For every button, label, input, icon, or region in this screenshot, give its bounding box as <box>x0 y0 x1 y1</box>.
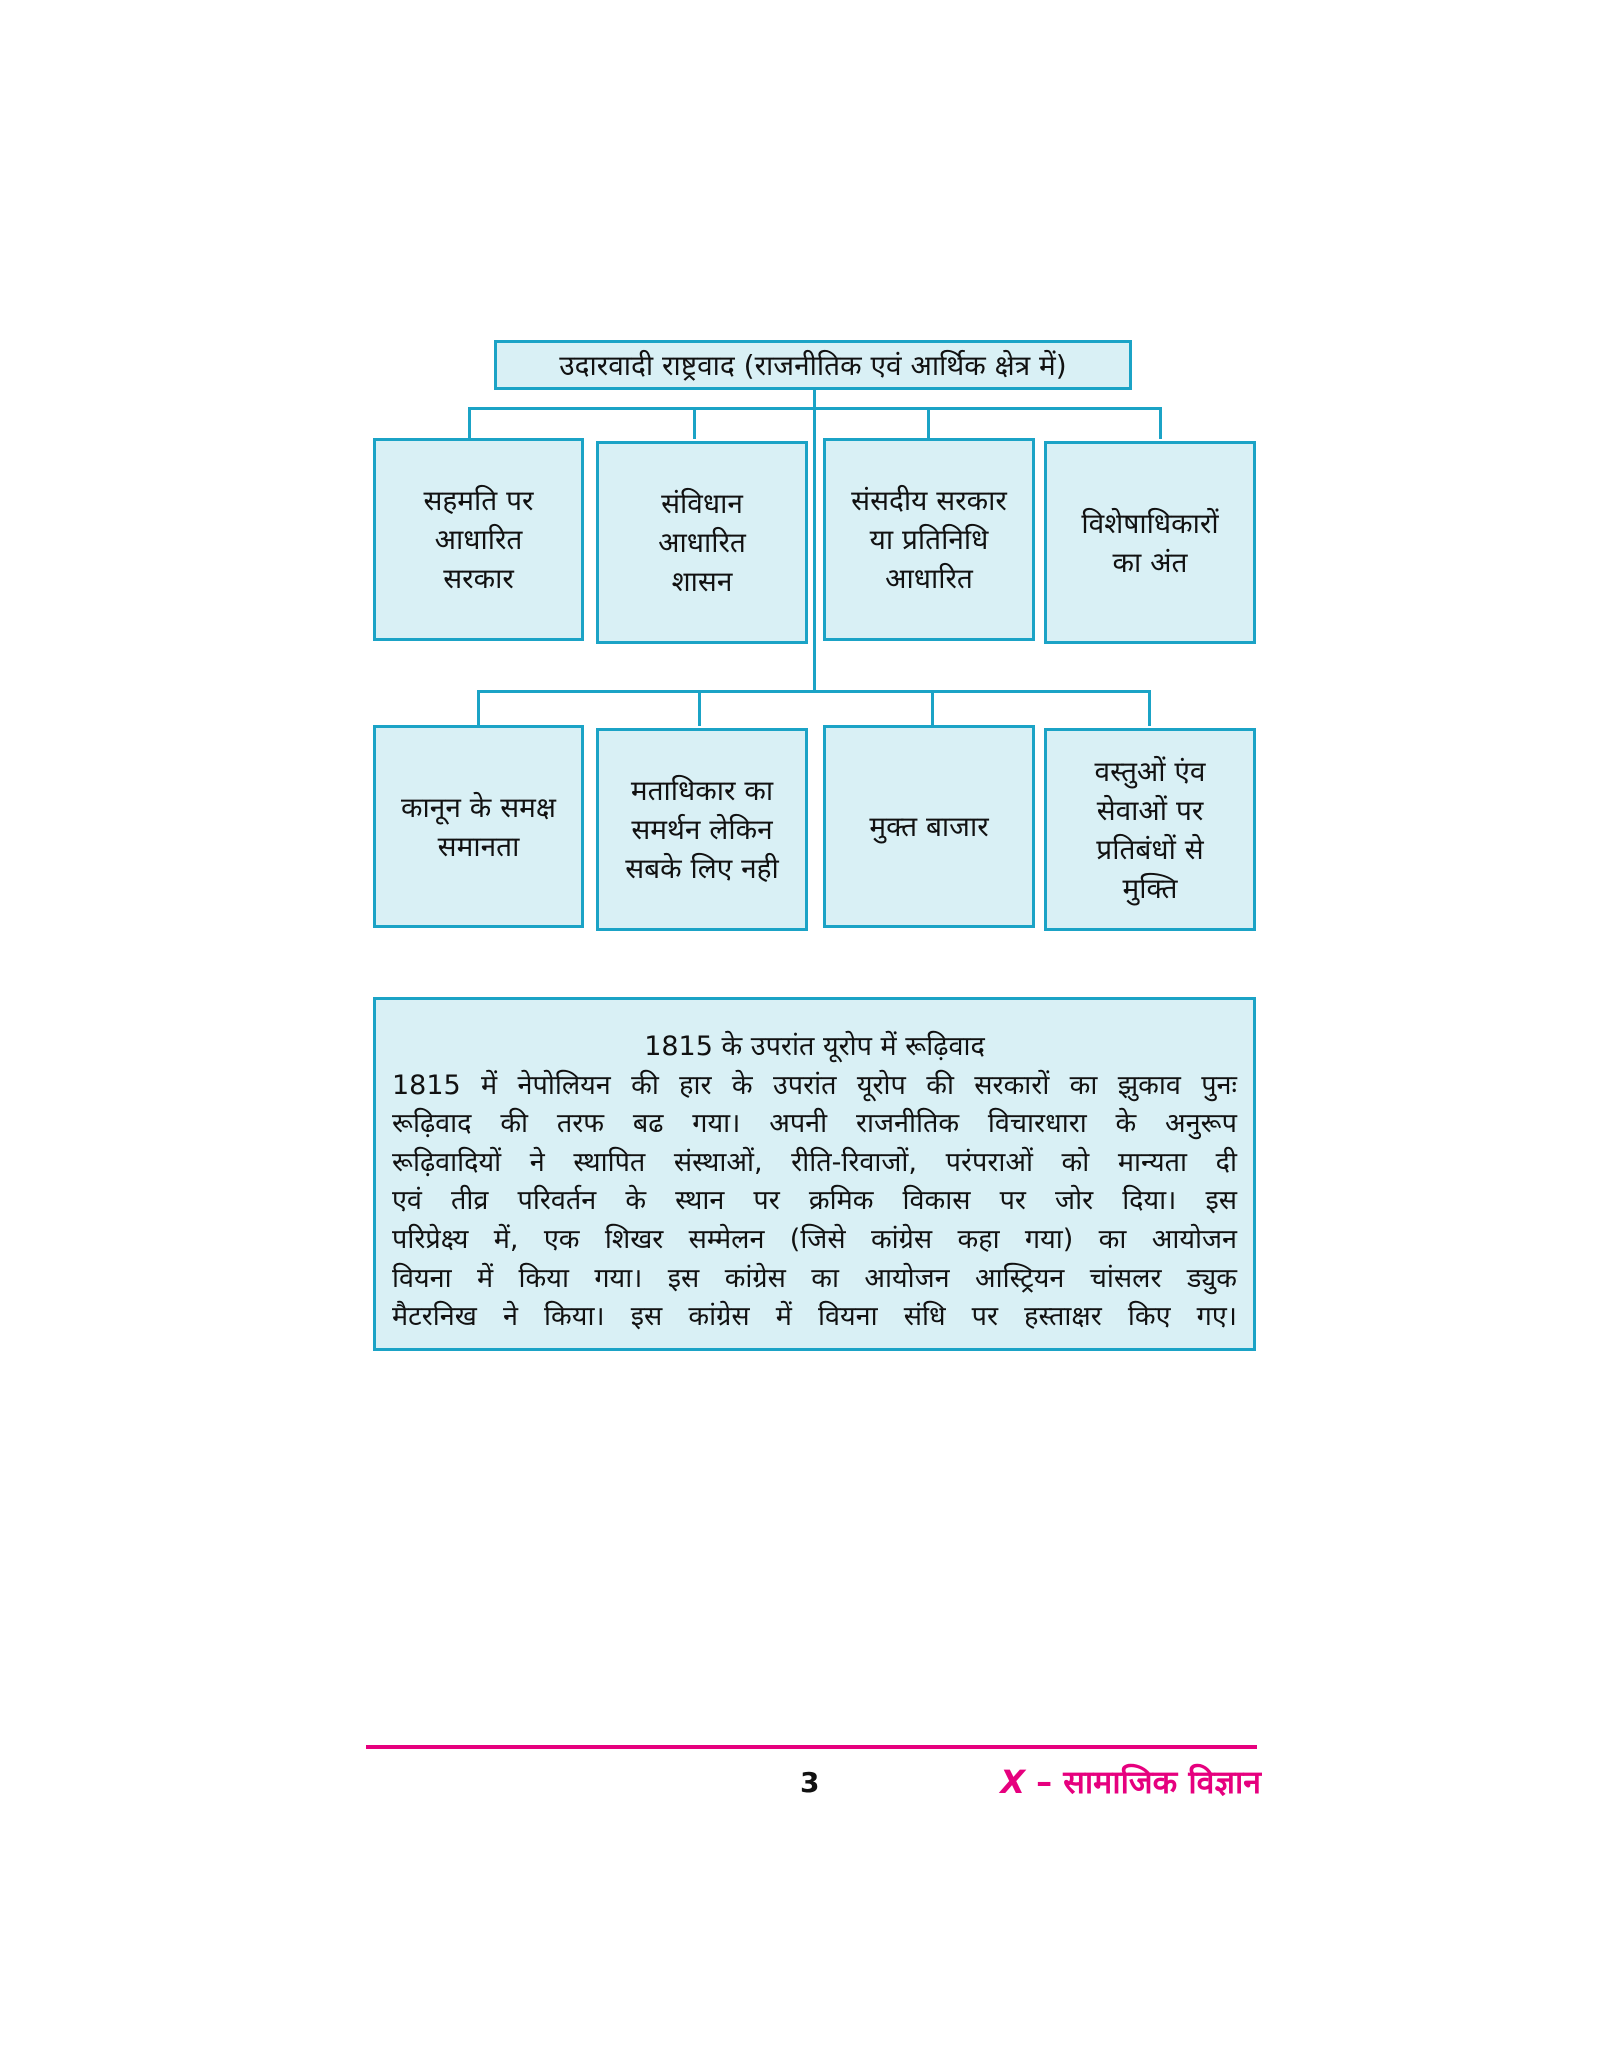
connector-row2-drop <box>698 690 701 726</box>
chart-node-label: कानून के समक्ष समानता <box>401 790 556 863</box>
chart-node-row1-1 <box>373 438 584 641</box>
footer-divider <box>366 1745 1257 1749</box>
connector-row1-drop <box>468 407 471 439</box>
info-box-line: 1815 में नेपोलियन की हार के उपरांत यूरोप की सरकारों का झुकाव पुनः <box>392 1069 1237 1101</box>
connector-row1-drop <box>1159 407 1162 439</box>
page-number: 3 <box>800 1766 820 1799</box>
chart-title-box <box>494 340 1132 390</box>
chart-node-row2-2 <box>596 728 808 931</box>
info-box-line: परिप्रेक्ष्य में, एक शिखर सम्मेलन (जिसे कांग्रेस कहा गया) का आयोजन <box>392 1223 1237 1255</box>
chart-node-label: वस्तुओं एंव सेवाओं पर प्रतिबंधों से मुक्ति <box>1094 754 1206 905</box>
chart-node-label: संसदीय सरकार या प्रतिनिधि आधारित <box>851 484 1007 595</box>
chart-node-row2-4 <box>1044 728 1256 931</box>
chart-node-row1-3 <box>823 438 1035 641</box>
connector-row2-drop <box>1148 690 1151 726</box>
subject-name: सामाजिक विज्ञान <box>1063 1763 1261 1801</box>
footer-subject <box>1000 1760 1261 1803</box>
info-box-line: वियना में किया गया। इस कांग्रेस का आयोजन आस्ट्रियन चांसलर ड्युक <box>392 1262 1237 1294</box>
chart-node-label: विशेषाधिकारों का अंत <box>1081 506 1219 579</box>
connector-row2-drop <box>477 690 480 726</box>
chart-node-row2-3 <box>823 725 1035 928</box>
chart-node-row1-4 <box>1044 441 1256 644</box>
chart-node-row1-2 <box>596 441 808 644</box>
info-box-line: रूढ़िवादियों ने स्थापित संस्थाओं, रीति-रिवाजों, परंपराओं को मान्यता दी <box>392 1146 1237 1178</box>
connector-trunk <box>813 390 816 692</box>
class-label: X <box>1000 1763 1025 1801</box>
chart-node-label: संविधान आधारित शासन <box>658 487 746 598</box>
connector-row2-bar <box>477 690 1151 693</box>
connector-row1-drop <box>693 407 696 439</box>
info-box <box>373 997 1256 1351</box>
info-box-line: मैटरनिख ने किया। इस कांग्रेस में वियना संधि पर हस्ताक्षर किए गए। <box>392 1301 1237 1333</box>
chart-node-label: मताधिकार का समर्थन लेकिन सबके लिए नही <box>625 774 779 885</box>
chart-node-label: मुक्त बाजार <box>869 810 989 843</box>
info-box-line: एवं तीव्र परिवर्तन के स्थान पर क्रमिक विकास पर जोर दिया। इस <box>392 1185 1237 1217</box>
connector-row2-drop <box>931 690 934 726</box>
connector-row1-drop <box>927 407 930 439</box>
chart-node-label: सहमति पर आधारित सरकार <box>423 484 534 595</box>
info-box-line: रूढ़िवाद की तरफ बढ गया। अपनी राजनीतिक विचारधारा के अनुरूप <box>392 1108 1237 1140</box>
chart-title: उदारवादी राष्ट्रवाद (राजनीतिक एवं आर्थिक क्षेत्र में) <box>559 348 1067 382</box>
footer-dash: – <box>1024 1763 1064 1801</box>
chart-node-row2-1 <box>373 725 584 928</box>
connector-row1-bar <box>468 407 1162 410</box>
info-box-heading: 1815 के उपरांत यूरोप में रूढ़िवाद <box>644 1031 985 1062</box>
